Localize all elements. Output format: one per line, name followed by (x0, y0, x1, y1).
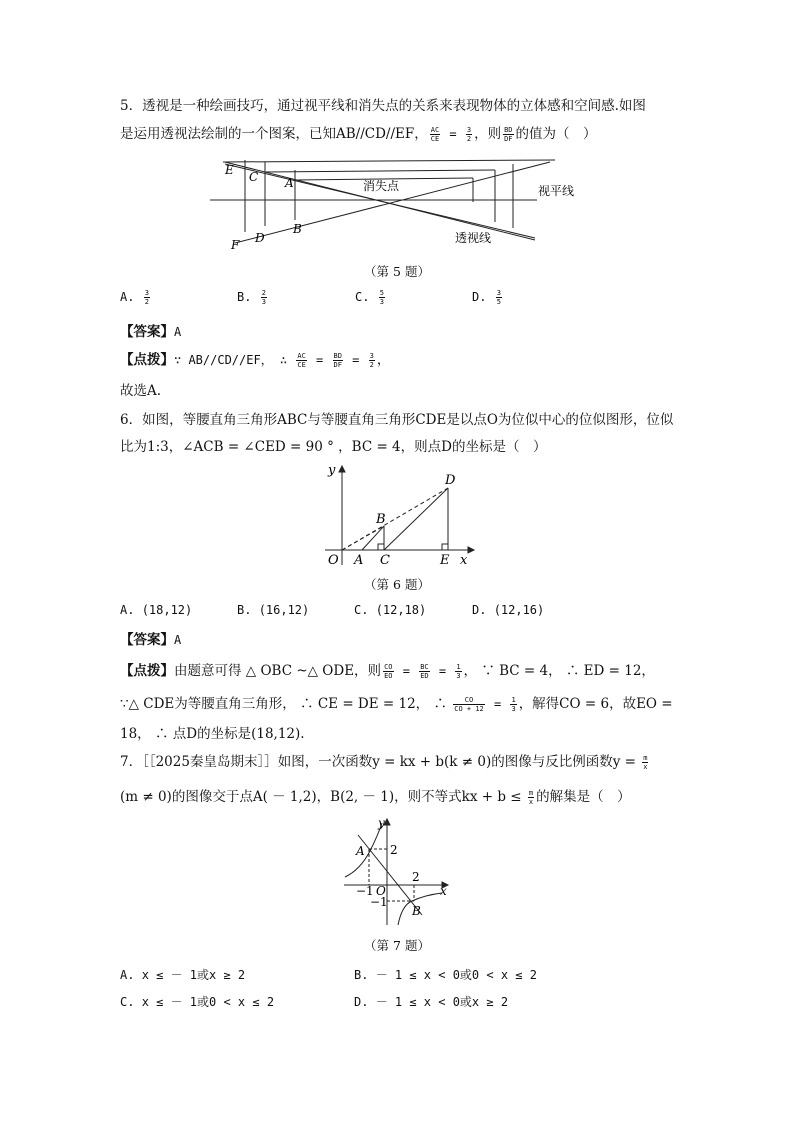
q6-label-c: C (380, 553, 390, 568)
q6-label-o: O (328, 553, 339, 568)
q7-label-y: y (378, 816, 385, 830)
q6-hint-line1: 【点拨】由题意可得 △ OBC ~△ ODE，则 $\frac{CO}{EO}$ = $\frac{BC}{ED}$ = $\frac{1}{3}$ ， ∵ BC = 4， ∴ ED = 12， (120, 663, 655, 680)
q6-line1: 6．如图，等腰直角三角形ABC与等腰直角三角形CDE是以点O为位似中心的位似图形，位似 (120, 412, 674, 428)
q7-label-2x: 2 (412, 870, 420, 884)
q6-line-cd (384, 488, 448, 550)
q7-line2: (m ≠ 0)的图像交于点A( － 1,2)，B(2, － 1)，则不等式kx + b ≤ $\frac{m}{x}$ 的解集是（ ） (120, 789, 631, 806)
q7-label-2y: 2 (390, 843, 398, 857)
q5-perspective-label: 透视线 (455, 231, 492, 245)
q5-label-b: B (293, 222, 302, 236)
q7-label-o: O (376, 884, 386, 898)
q7-option-c[interactable]: C. x ≤ － 1或0 < x ≤ 2 (120, 995, 275, 1009)
q6-label-a: A (354, 553, 364, 568)
q6-option-b[interactable]: B. (16,12) (237, 603, 310, 617)
q6-label-x: x (460, 553, 468, 568)
q5-frac-ac-ce: $\frac{AC}{CE}$ (430, 126, 440, 143)
q6-label-d: D (445, 473, 456, 488)
q5-top-line (223, 160, 555, 162)
q6-line-ab (362, 526, 384, 550)
q6-answer: 【答案】A (120, 632, 182, 648)
q5-option-b[interactable]: B. $\frac{2}{3}$ (237, 289, 266, 306)
q7-figure (340, 815, 455, 927)
q6-label-b: B (376, 512, 386, 527)
q7-label-neg1y: −1 (370, 895, 388, 909)
q7-label-neg1x: −1 (356, 884, 374, 898)
q6-option-d[interactable]: D. (12,16) (472, 603, 545, 617)
q5-conclusion: 故选A. (120, 383, 162, 399)
q5-caption: （第 5 题） (364, 264, 430, 279)
q6-line2: 比为1:3，∠ACB = ∠CED = 90 ° ，BC = 4，则点D的坐标是（ ） (120, 439, 547, 455)
q7-line1: 7．［［2025秦皇岛期末］］如图，一次函数y = kx + b(k ≠ 0)的图像与反比例函数y = $\frac{m}{x}$ (120, 754, 648, 771)
q5-hint: 【点拨】∵ AB//CD//EF， ∴ $\frac{AC}{CE}$ = $\frac{BD}{DF}$ = $\frac{3}{2}$ ， (120, 352, 391, 369)
q6-option-c[interactable]: C. (12,18) (354, 603, 427, 617)
q5-label-a: A (285, 176, 294, 190)
q5-label-c: C (249, 170, 259, 184)
q7-caption: （第 7 题） (364, 938, 430, 953)
q7-option-d[interactable]: D. － 1 ≤ x < 0或x ≥ 2 (354, 995, 509, 1009)
q6-hint-line3: 18， ∴ 点D的坐标是(18,12). (120, 726, 305, 742)
q6-dashed-od (342, 488, 448, 550)
q5-perspective-line-2 (235, 162, 550, 243)
q5-label-e: E (225, 163, 234, 177)
q5-figure (205, 150, 595, 255)
q7-option-b[interactable]: B. － 1 ≤ x < 0或0 < x ≤ 2 (354, 968, 537, 982)
q5-option-d[interactable]: D. $\frac{3}{5}$ (472, 289, 501, 306)
q5-line2: 是运用透视法绘制的一个图案，已知AB//CD//EF， $\frac{AC}{CE}$ = $\frac{3}{2}$ ，则 $\frac{BD}{DF}$ 的值为（ ） (120, 126, 597, 143)
q6-hint-line2: ∵△ CDE为等腰直角三角形， ∴ CE = DE = 12， ∴ $\frac{CO}{CO + 12}$ = $\frac{1}{3}$ ，解得CO = 6，故EO = (120, 696, 673, 713)
q6-label-e: E (440, 553, 450, 568)
q7-option-a[interactable]: A. x ≤ － 1或x ≥ 2 (120, 968, 246, 982)
q5-option-a[interactable]: A. $\frac{3}{2}$ (120, 289, 149, 306)
q5-horizon-label: 视平线 (538, 184, 575, 198)
q5-frac-3-2: $\frac{3}{2}$ (466, 126, 472, 143)
q6-label-y: y (328, 463, 336, 478)
q5-line1: 5．透视是一种绘画技巧，通过视平线和消失点的关系来表现物体的立体感和空间感.如图 (120, 98, 646, 114)
q7-label-b: B (412, 904, 421, 918)
q5-label-f: F (231, 238, 240, 252)
q5-vanish-label: 消失点 (363, 179, 400, 193)
q7-label-x: x (440, 884, 447, 898)
q7-label-a: A (356, 844, 365, 858)
q5-answer: 【答案】A (120, 324, 182, 340)
q5-line2-text: 是运用透视法绘制的一个图案，已知AB//CD//EF， (120, 126, 428, 142)
q5-label-d: D (255, 231, 265, 245)
q5-frac-bd-df: $\frac{BD}{DF}$ (504, 126, 513, 143)
q6-figure (320, 460, 480, 570)
q5-option-c[interactable]: C. $\frac{5}{3}$ (355, 289, 384, 306)
q6-caption: （第 6 题） (364, 577, 430, 592)
q6-option-a[interactable]: A. (18,12) (120, 603, 193, 617)
